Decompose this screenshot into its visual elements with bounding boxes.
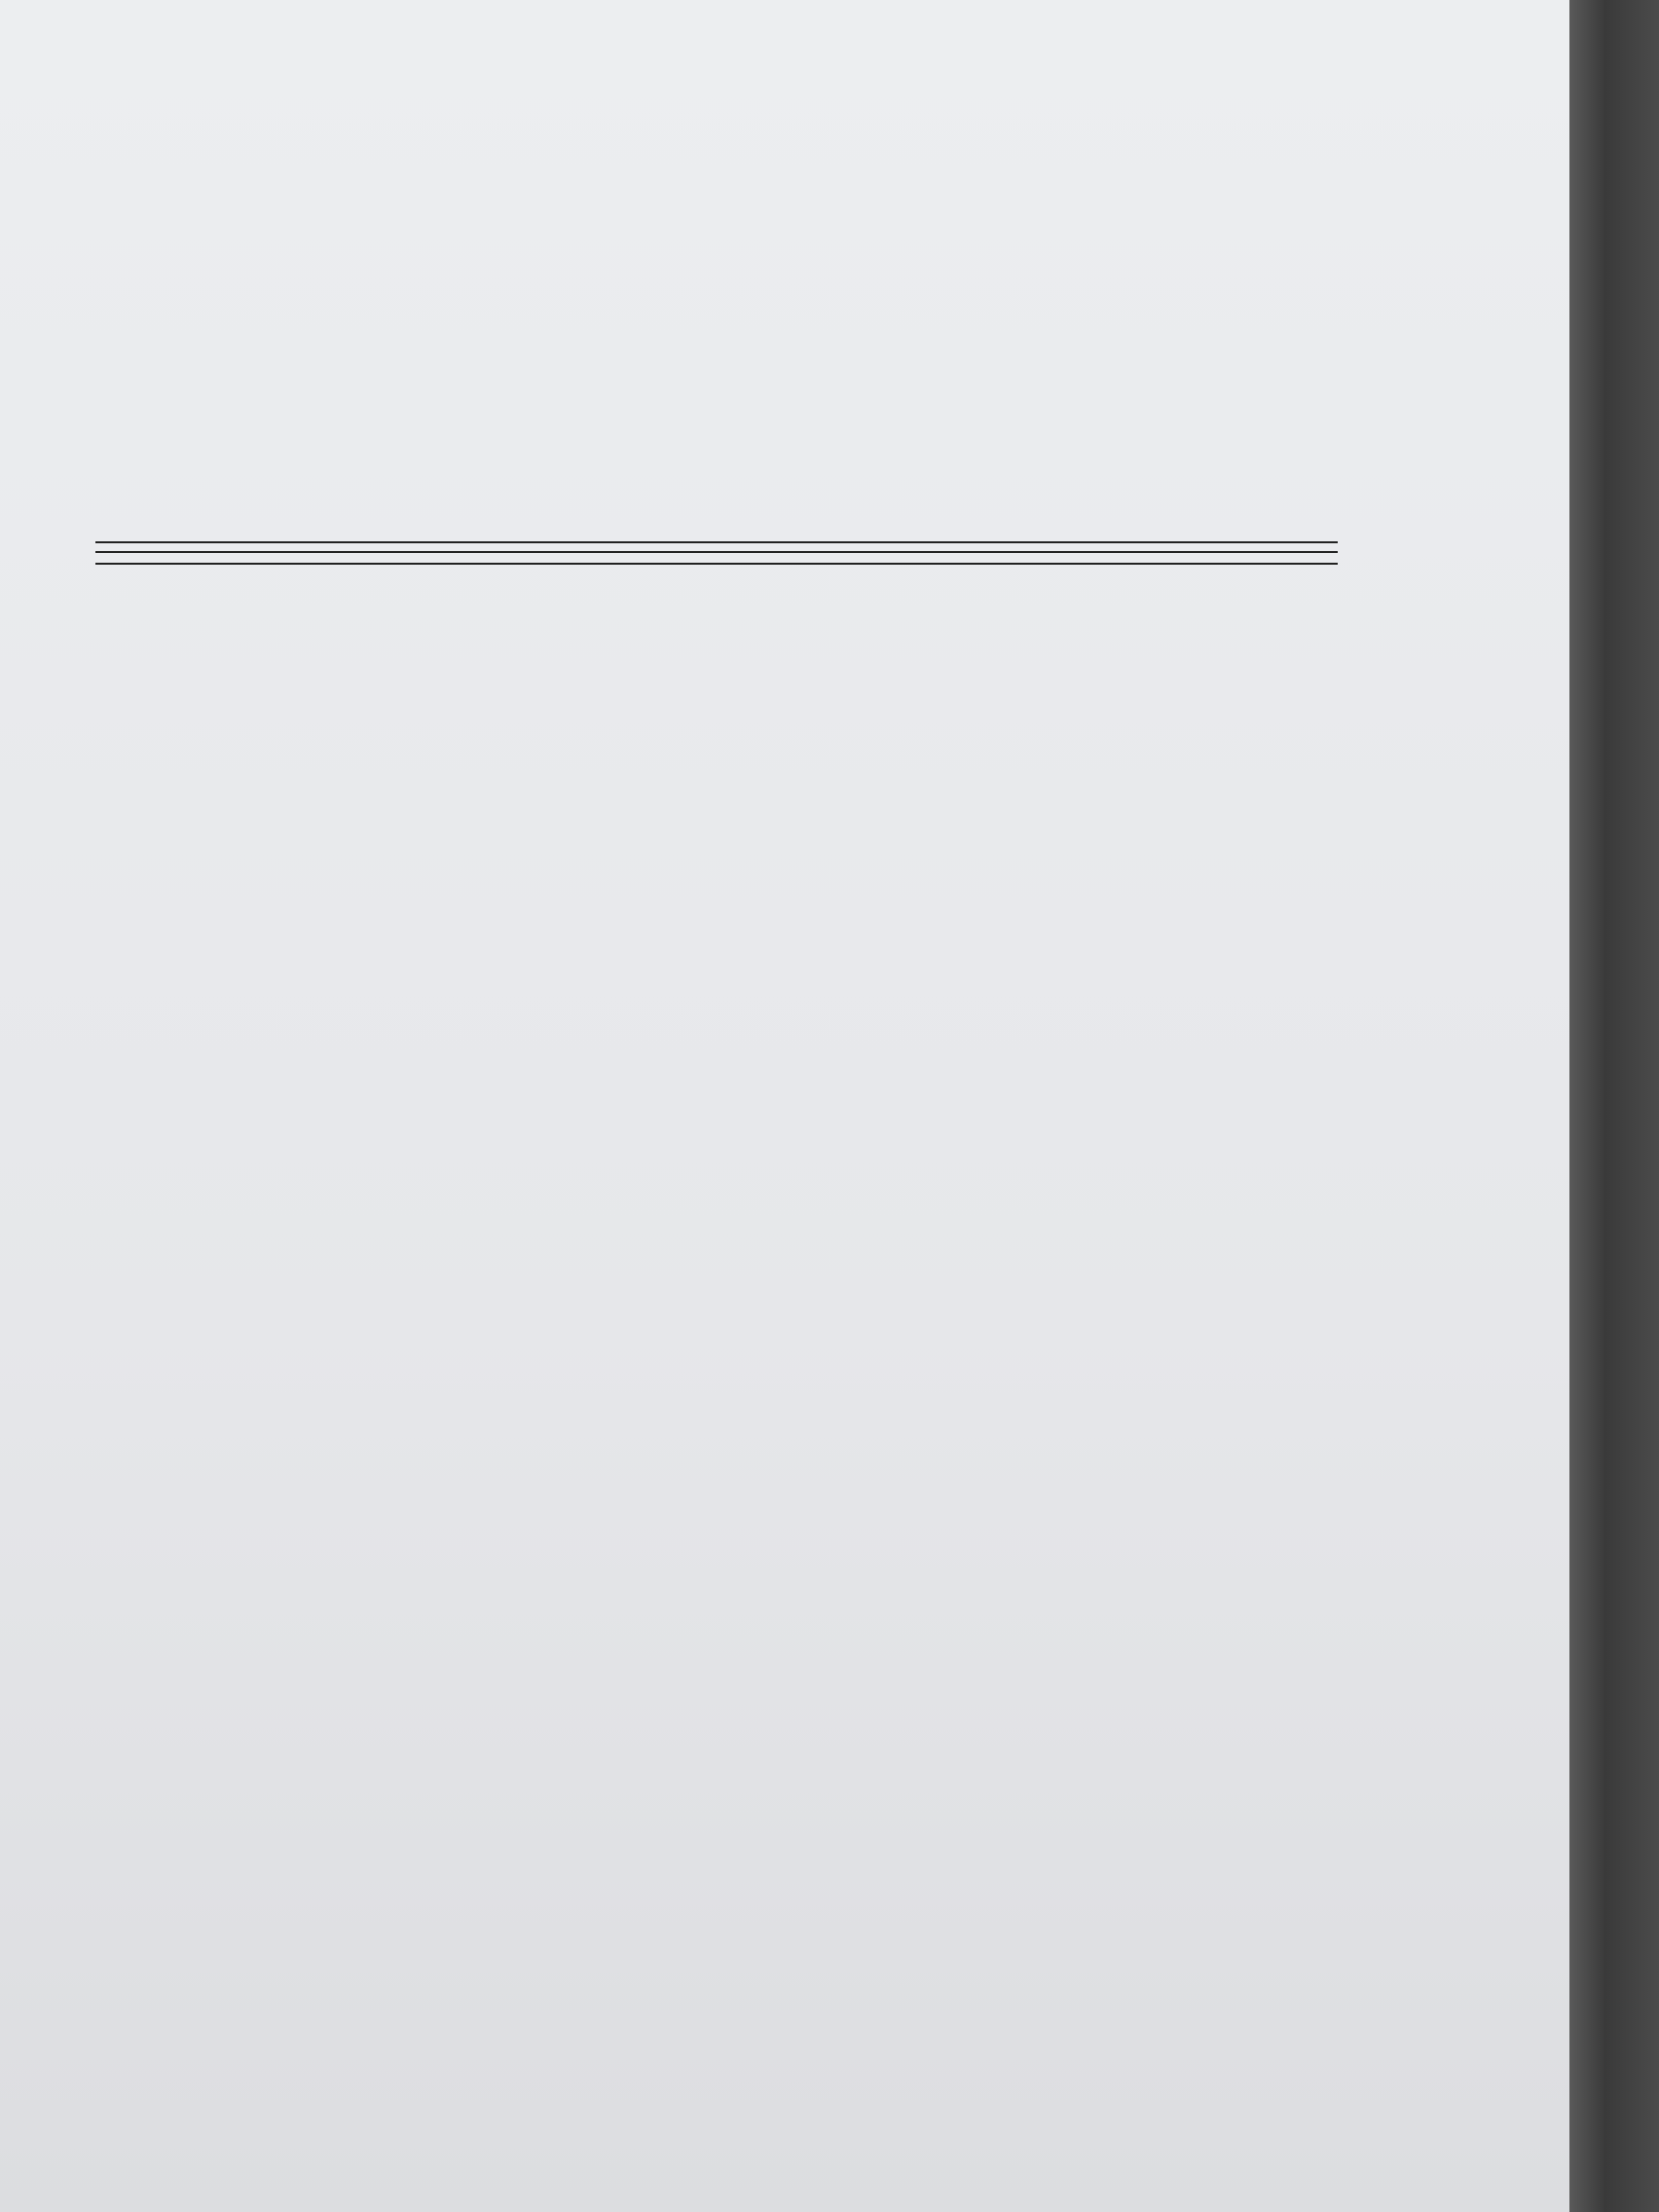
divider-rule: [95, 551, 1338, 553]
divider-rule: [95, 541, 1338, 543]
chapter-heading: [93, 598, 125, 642]
divider-rule: [95, 563, 1338, 565]
part-heading: [97, 446, 136, 489]
page-edge: [1569, 0, 1659, 2212]
